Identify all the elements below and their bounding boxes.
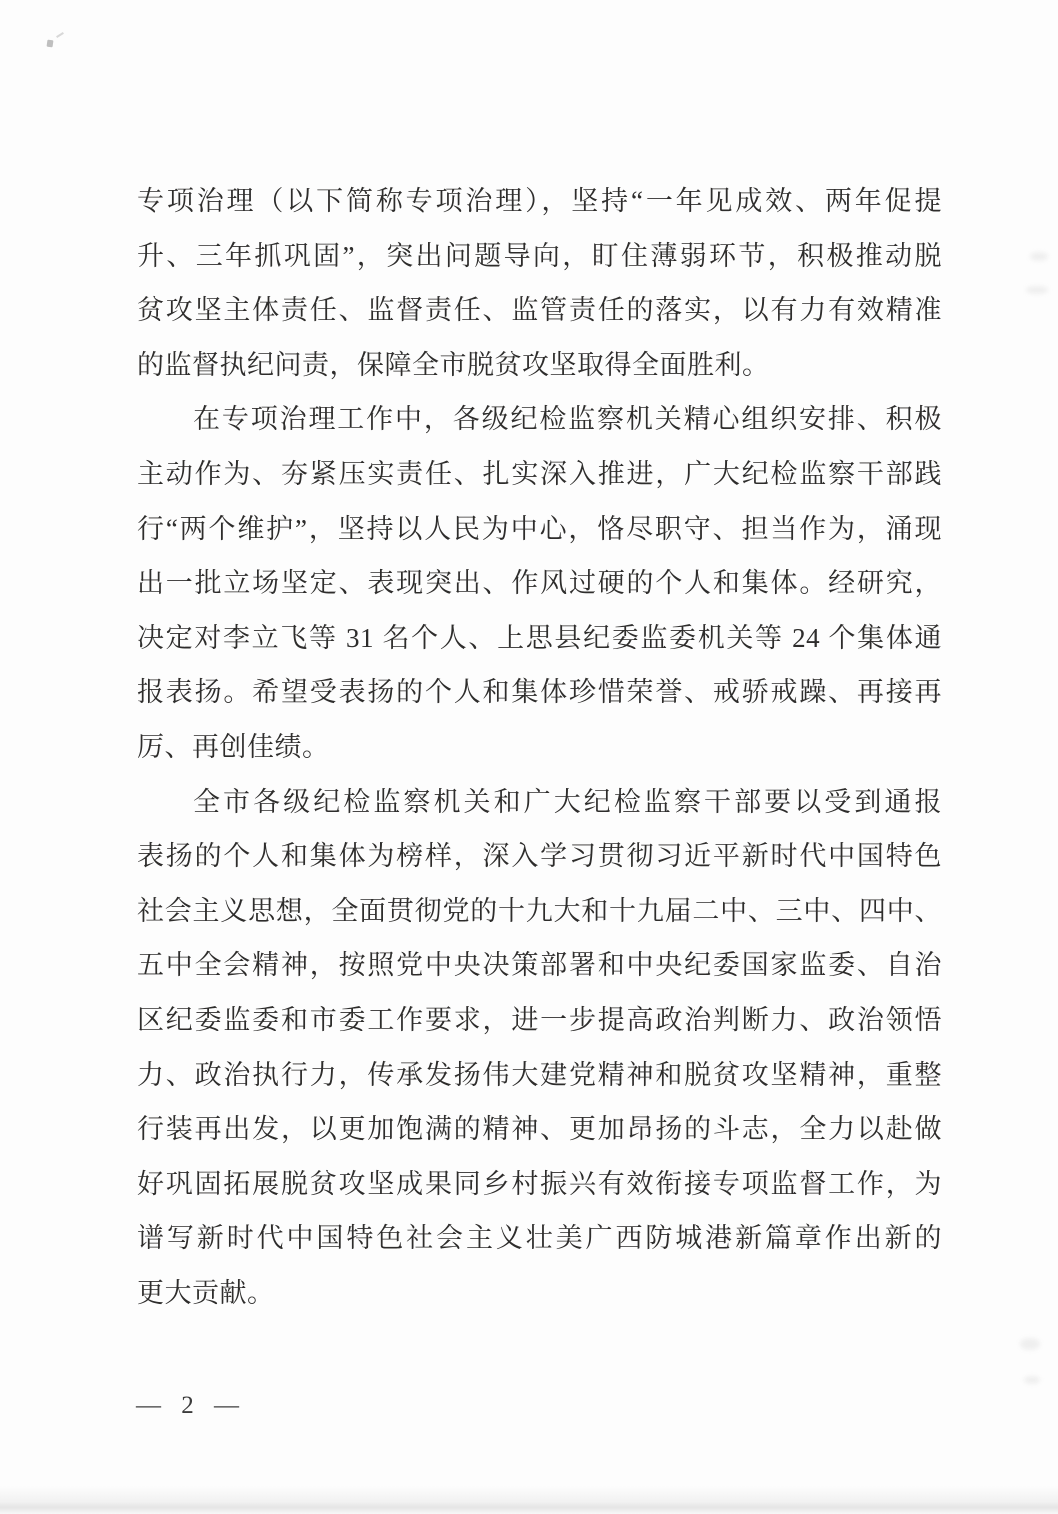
text-line: 决定对李立飞等 31 名个人、上思县纪委监委机关等 24 个集体通 bbox=[137, 622, 942, 653]
page-number: — 2 — bbox=[136, 1392, 246, 1419]
scan-smudge bbox=[1026, 286, 1048, 294]
text-line: 表扬的个人和集体为榜样，深入学习贯彻习近平新时代中国特色 bbox=[137, 841, 942, 872]
text-line: 区纪委监委和市委工作要求，进一步提高政治判断力、政治领悟 bbox=[137, 1004, 942, 1035]
text-line: 行装再出发，以更加饱满的精神、更加昂扬的斗志，全力以赴做 bbox=[137, 1114, 942, 1145]
text-line: 力、政治执行力，传承发扬伟大建党精神和脱贫攻坚精神，重整 bbox=[137, 1059, 942, 1090]
text-line: 全市各级纪检监察机关和广大纪检监察干部要以受到通报 bbox=[193, 786, 942, 817]
paragraph bbox=[137, 392, 942, 774]
document-body bbox=[137, 174, 942, 1320]
scan-smudge bbox=[1024, 1376, 1040, 1384]
text-line: 的监督执纪问责，保障全市脱贫攻坚取得全面胜利。 bbox=[137, 349, 770, 380]
scan-speck bbox=[47, 40, 54, 48]
text-line: 行“两个维护”，坚持以人民为中心，恪尽职守、担当作为，涌现 bbox=[137, 513, 942, 544]
text-line: 五中全会精神，按照党中央决策部署和中央纪委国家监委、自治 bbox=[137, 950, 942, 981]
text-line: 社会主义思想，全面贯彻党的十九大和十九届二中、三中、四中、 bbox=[137, 895, 942, 926]
scan-smudge bbox=[1030, 252, 1048, 261]
paragraph bbox=[137, 775, 942, 1321]
text-line: 出一批立场坚定、表现突出、作风过硬的个人和集体。经研究， bbox=[137, 568, 942, 599]
text-line: 专项治理（以下简称专项治理），坚持“一年见成效、两年促提 bbox=[137, 186, 942, 216]
text-line: 更大贡献。 bbox=[137, 1277, 275, 1308]
text-line: 贫攻坚主体责任、监督责任、监管责任的落实，以有力有效精准 bbox=[137, 295, 942, 326]
text-line: 厉、再创佳绩。 bbox=[137, 731, 330, 762]
text-line: 好巩固拓展脱贫攻坚成果同乡村振兴有效衔接专项监督工作，为 bbox=[137, 1168, 942, 1199]
scan-smudge bbox=[1020, 1338, 1040, 1350]
text-line: 谱写新时代中国特色社会主义壮美广西防城港新篇章作出新的 bbox=[137, 1223, 942, 1254]
paragraph bbox=[137, 174, 942, 392]
text-line: 报表扬。希望受表扬的个人和集体珍惜荣誉、戒骄戒躁、再接再 bbox=[137, 677, 942, 708]
text-line: 升、三年抓巩固”，突出问题导向，盯住薄弱环节，积极推动脱 bbox=[137, 240, 942, 271]
scan-bottom-edge bbox=[0, 1486, 1058, 1514]
text-line: 主动作为、夯紧压实责任、扎实深入推进，广大纪检监察干部践 bbox=[137, 458, 942, 489]
text-line: 在专项治理工作中，各级纪检监察机关精心组织安排、积极 bbox=[193, 404, 942, 435]
scan-speck bbox=[56, 32, 64, 38]
